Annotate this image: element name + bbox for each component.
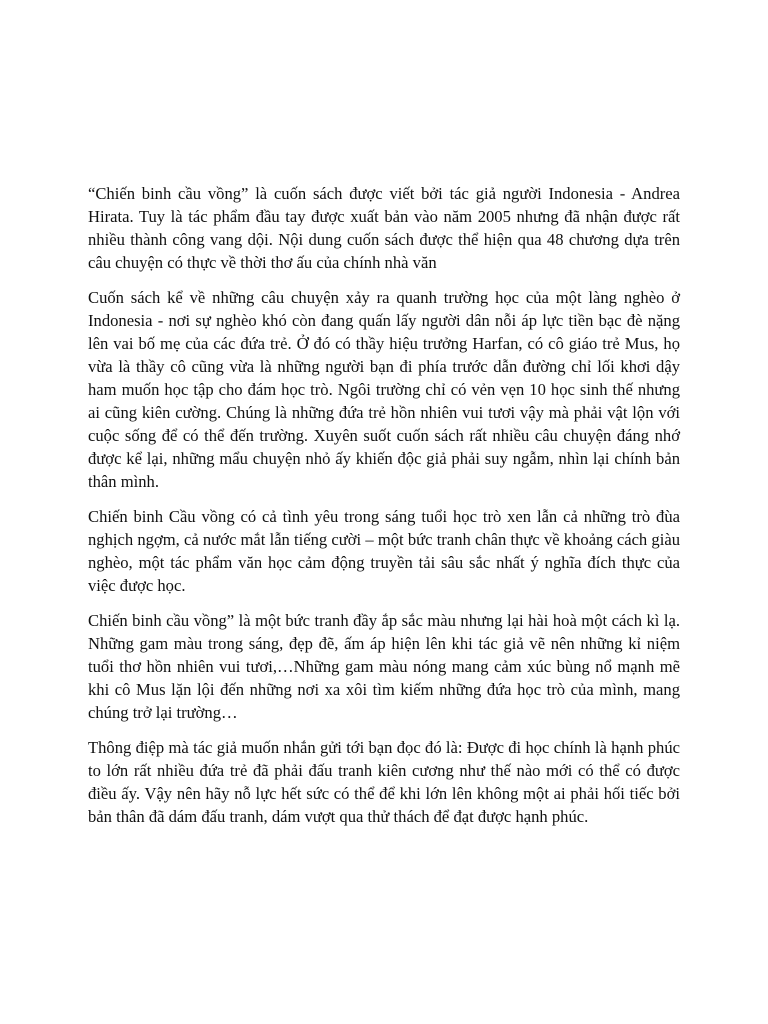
paragraph-5: Thông điệp mà tác giả muốn nhắn gửi tới bạn đọc đó là: Được đi học chính là hạnh phúc to lớn rất nhiều đứa trẻ đã phải đấu tranh kiên cương như thế nào mới có thể có được điều ấy. Vậy nên hãy nỗ lực hết sức có thể để khi lớn lên không một ai phải hối tiếc bởi bản thân đã dám đấu tranh, dám vượt qua thử thách để đạt được hạnh phúc. xyxy=(88,738,680,826)
document-body xyxy=(88,182,680,840)
paragraph-3: Chiến binh Cầu vồng có cả tình yêu trong sáng tuổi học trò xen lẫn cả những trò đùa nghịch ngợm, cả nước mắt lẫn tiếng cười – một bức tranh chân thực về khoảng cách giàu nghèo, một tác phẩm văn học cảm động truyền tải sâu sắc nhất ý nghĩa đích thực của việc được học. xyxy=(88,507,680,595)
paragraph-2: Cuốn sách kể về những câu chuyện xảy ra quanh trường học của một làng nghèo ở Indonesia - nơi sự nghèo khó còn đang quấn lấy người dân nỗi áp lực tiền bạc đè nặng lên vai bố mẹ của các đứa trẻ. Ở đó có thầy hiệu trưởng Harfan, có cô giáo trẻ Mus, họ vừa là thầy cô cũng vừa là những người bạn đi phía trước dẫn đường chỉ lối khơi dậy ham muốn học tập cho đám học trò. Ngôi trường chỉ có vẻn vẹn 10 học sinh thế nhưng ai cũng kiên cường. Chúng là những đứa trẻ hồn nhiên vui tươi vậy mà phải vật lộn với cuộc sống để có thể đến trường. Xuyên suốt cuốn sách rất nhiều câu chuyện đáng nhớ được kể lại, những mẩu chuyện nhỏ ấy khiến độc giả phải suy ngẫm, nhìn lại chính bản thân mình. xyxy=(88,288,680,491)
paragraph-4: Chiến binh cầu vồng” là một bức tranh đầy ắp sắc màu nhưng lại hài hoà một cách kì lạ. Những gam màu trong sáng, đẹp đẽ, ấm áp hiện lên khi tác giả vẽ nên những kỉ niệm tuổi thơ hồn nhiên vui tươi,…Những gam màu nóng mang cảm xúc bùng nổ mạnh mẽ khi cô Mus lặn lội đến những nơi xa xôi tìm kiếm những đứa học trò của mình, mang chúng trở lại trường… xyxy=(88,611,680,722)
paragraph-1: “Chiến binh cầu vồng” là cuốn sách được viết bởi tác giả người Indonesia - Andrea Hirata. Tuy là tác phẩm đầu tay được xuất bản vào năm 2005 nhưng đã nhận được rất nhiều thành công vang dội. Nội dung cuốn sách được thể hiện qua 48 chương dựa trên câu chuyện có thực về thời thơ ấu của chính nhà văn xyxy=(88,184,680,272)
